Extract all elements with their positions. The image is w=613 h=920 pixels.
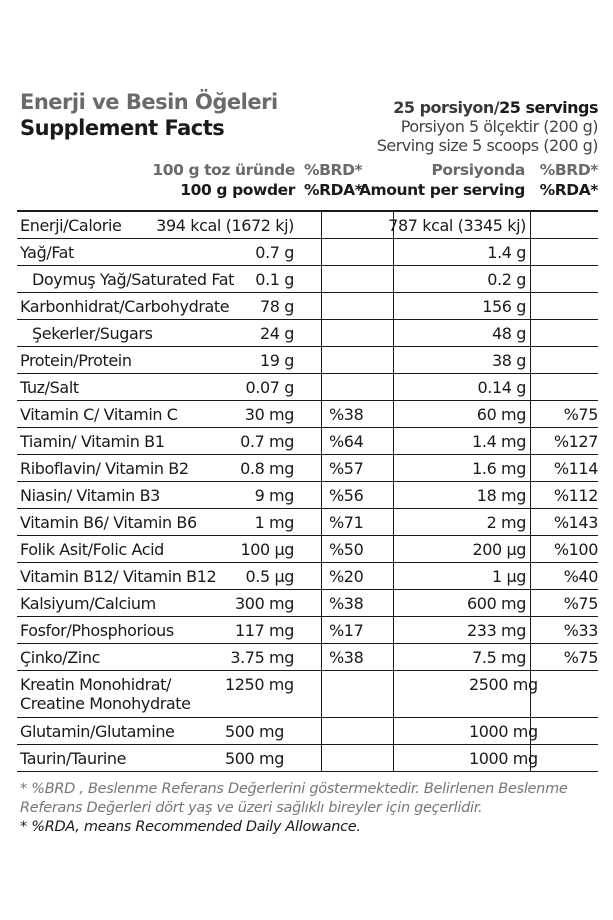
table-row <box>17 590 598 617</box>
nutrient-name: Vitamin B6/ Vitamin B6 <box>20 513 197 532</box>
column-divider <box>393 536 394 562</box>
value-per-serving: 0.14 g <box>477 378 526 397</box>
servings-tr: 25 porsiyon/ <box>393 98 500 117</box>
rda-per-serving: %127 <box>553 432 598 451</box>
value-per-100g: 117 mg <box>235 621 294 640</box>
column-divider <box>393 482 394 508</box>
table-row <box>17 266 598 293</box>
value-per-serving: 787 kcal (3345 kj) <box>388 216 526 235</box>
column-divider <box>530 266 531 292</box>
nutrient-name: Kreatin Monohidrat/ Creatine Monohydrate <box>20 675 191 713</box>
rda-per-serving: %33 <box>563 621 598 640</box>
column-divider <box>530 590 531 616</box>
value-per-serving: 1.4 g <box>487 243 526 262</box>
value-per-serving: 18 mg <box>476 486 526 505</box>
nutrient-name: Karbonhidrat/Carbohydrate <box>20 297 230 316</box>
value-per-100g: 500 mg <box>225 722 284 741</box>
value-per-100g: 500 mg <box>225 749 284 768</box>
column-divider <box>530 212 531 238</box>
column-divider <box>321 563 322 589</box>
rda-per-100g: %20 <box>329 567 364 586</box>
column-divider <box>530 455 531 481</box>
rda-per-serving: %75 <box>563 594 598 613</box>
value-per-serving: 1.4 mg <box>472 432 526 451</box>
column-divider <box>393 617 394 643</box>
value-per-serving: 1000 mg <box>469 749 538 768</box>
column-divider <box>321 718 322 744</box>
column-divider <box>321 401 322 427</box>
value-per-serving: 1.6 mg <box>472 459 526 478</box>
column-divider <box>393 563 394 589</box>
column-divider <box>321 293 322 319</box>
column-divider <box>393 718 394 744</box>
value-per-serving: 233 mg <box>467 621 526 640</box>
value-per-serving: 60 mg <box>476 405 526 424</box>
rda-per-100g: %64 <box>329 432 364 451</box>
column-divider <box>393 428 394 454</box>
value-per-100g: 300 mg <box>235 594 294 613</box>
table-row <box>17 617 598 644</box>
nutrient-name: Vitamin B12/ Vitamin B12 <box>20 567 217 586</box>
column-divider <box>530 617 531 643</box>
value-per-100g: 30 mg <box>244 405 294 424</box>
column-header-per-100g <box>152 160 295 200</box>
value-per-serving: 7.5 mg <box>472 648 526 667</box>
value-per-100g: 100 µg <box>240 540 294 559</box>
nutrient-name: Şekerler/Sugars <box>32 324 153 343</box>
column-divider <box>530 401 531 427</box>
serving-label-en: Amount per serving <box>358 181 525 199</box>
serving-label-tr: Porsiyonda <box>431 161 525 179</box>
title-turkish: Enerji ve Besin Öğeleri <box>20 90 278 114</box>
nutrient-name: Fosfor/Phosphorious <box>20 621 174 640</box>
column-divider <box>393 644 394 670</box>
title-english: Supplement Facts <box>20 116 225 140</box>
column-divider <box>530 644 531 670</box>
table-row <box>17 644 598 671</box>
column-divider <box>530 482 531 508</box>
column-divider <box>393 745 394 771</box>
nutrition-table <box>17 210 598 772</box>
value-per-100g: 1 mg <box>254 513 294 532</box>
nutrient-name: Çinko/Zinc <box>20 648 100 667</box>
column-divider <box>321 590 322 616</box>
rda-per-serving: %75 <box>563 405 598 424</box>
column-divider <box>530 428 531 454</box>
nutrient-name: Glutamin/Glutamine <box>20 722 175 741</box>
nutrient-name: Tuz/Salt <box>20 378 79 397</box>
table-row <box>17 428 598 455</box>
rda-per-100g: %71 <box>329 513 364 532</box>
value-per-100g: 78 g <box>259 297 294 316</box>
nutrient-name: Protein/Protein <box>20 351 132 370</box>
column-divider <box>393 239 394 265</box>
value-per-serving: 1 µg <box>491 567 526 586</box>
rda-per-100g: %17 <box>329 621 364 640</box>
column-divider <box>530 320 531 346</box>
rda-per-serving: %112 <box>553 486 598 505</box>
value-per-serving: 38 g <box>491 351 526 370</box>
column-divider <box>530 293 531 319</box>
column-divider <box>393 509 394 535</box>
per100-label-tr: 100 g toz üründe <box>152 161 295 179</box>
column-divider <box>321 536 322 562</box>
column-divider <box>393 590 394 616</box>
value-per-100g: 0.07 g <box>245 378 294 397</box>
column-divider <box>393 671 394 717</box>
nutrient-name: Kalsiyum/Calcium <box>20 594 156 613</box>
column-divider <box>321 347 322 373</box>
nutrient-name: Folik Asit/Folic Acid <box>20 540 164 559</box>
rda2-label-tr: %BRD* <box>539 161 598 179</box>
value-per-serving: 200 µg <box>472 540 526 559</box>
nutrient-name: Taurin/Taurine <box>20 749 127 768</box>
column-divider <box>393 455 394 481</box>
table-row <box>17 745 598 771</box>
rda-per-100g: %56 <box>329 486 364 505</box>
column-divider <box>393 347 394 373</box>
value-per-100g: 0.7 g <box>255 243 294 262</box>
table-row <box>17 347 598 374</box>
table-row <box>17 320 598 347</box>
serving-info <box>377 98 598 155</box>
table-row <box>17 718 598 745</box>
per100-label-en: 100 g powder <box>180 181 295 199</box>
column-divider <box>530 374 531 400</box>
rda-per-100g: %50 <box>329 540 364 559</box>
rda-per-serving: %40 <box>563 567 598 586</box>
rda1-label-tr: %BRD* <box>304 161 363 179</box>
value-per-100g: 0.5 µg <box>245 567 294 586</box>
column-divider <box>321 239 322 265</box>
table-row <box>17 212 598 239</box>
value-per-serving: 156 g <box>482 297 526 316</box>
serving-size-en: Serving size 5 scoops (200 g) <box>376 136 598 155</box>
nutrient-name: Vitamin C/ Vitamin C <box>20 405 178 424</box>
column-divider <box>321 455 322 481</box>
value-per-serving: 2500 mg <box>469 675 538 694</box>
value-per-100g: 394 kcal (1672 kj) <box>156 216 294 235</box>
value-per-100g: 0.8 mg <box>240 459 294 478</box>
rda-per-serving: %143 <box>553 513 598 532</box>
footnote-brd: * %BRD , Beslenme Referans Değerlerini göstermektedir. Belirlenen Beslenme Referans Değerleri dört yaş ve üzeri sağlıklı bireyler için geçerlidir. <box>20 781 568 816</box>
table-row <box>17 401 598 428</box>
serving-size-tr: Porsiyon 5 ölçektir (200 g) <box>400 117 598 136</box>
column-divider <box>321 617 322 643</box>
value-per-serving: 600 mg <box>467 594 526 613</box>
nutrient-name: Enerji/Calorie <box>20 216 122 235</box>
servings-en: 25 servings <box>499 98 598 117</box>
column-divider <box>321 671 322 717</box>
column-divider <box>321 266 322 292</box>
value-per-100g: 0.7 mg <box>240 432 294 451</box>
table-row <box>17 455 598 482</box>
footnotes <box>20 780 600 837</box>
column-divider <box>393 293 394 319</box>
rda-per-100g: %38 <box>329 594 364 613</box>
column-divider <box>393 401 394 427</box>
table-row <box>17 563 598 590</box>
column-divider <box>321 212 322 238</box>
value-per-100g: 3.75 mg <box>230 648 294 667</box>
column-divider <box>530 509 531 535</box>
rda-per-serving: %100 <box>553 540 598 559</box>
rda2-label-en: %RDA* <box>539 181 598 199</box>
nutrient-name: Riboflavin/ Vitamin B2 <box>20 459 189 478</box>
table-row <box>17 239 598 266</box>
value-per-100g: 1250 mg <box>225 675 294 694</box>
column-divider <box>321 374 322 400</box>
column-header-rda-100g <box>304 160 362 200</box>
column-divider <box>530 563 531 589</box>
nutrient-name: Tiamin/ Vitamin B1 <box>20 432 165 451</box>
column-divider <box>321 509 322 535</box>
servings-count <box>377 98 598 117</box>
rda-per-100g: %38 <box>329 405 364 424</box>
value-per-100g: 0.1 g <box>255 270 294 289</box>
column-divider <box>321 644 322 670</box>
rda-per-100g: %57 <box>329 459 364 478</box>
column-divider <box>530 239 531 265</box>
column-divider <box>530 536 531 562</box>
value-per-serving: 0.2 g <box>487 270 526 289</box>
table-row <box>17 293 598 320</box>
column-header-per-serving <box>359 160 525 200</box>
column-divider <box>393 320 394 346</box>
column-divider <box>321 745 322 771</box>
rda-per-serving: %114 <box>553 459 598 478</box>
value-per-100g: 9 mg <box>254 486 294 505</box>
nutrient-name: Yağ/Fat <box>20 243 74 262</box>
value-per-serving: 1000 mg <box>469 722 538 741</box>
footnote-rda: * %RDA, means Recommended Daily Allowance. <box>20 819 361 835</box>
column-divider <box>321 320 322 346</box>
value-per-serving: 2 mg <box>486 513 526 532</box>
nutrient-name: Niasin/ Vitamin B3 <box>20 486 160 505</box>
column-header-rda-serving <box>540 160 598 200</box>
column-divider <box>321 428 322 454</box>
value-per-100g: 19 g <box>259 351 294 370</box>
table-row <box>17 536 598 563</box>
column-divider <box>321 482 322 508</box>
table-row <box>17 509 598 536</box>
value-per-serving: 48 g <box>491 324 526 343</box>
column-divider <box>393 266 394 292</box>
table-row <box>17 374 598 401</box>
table-row <box>17 482 598 509</box>
rda-per-serving: %75 <box>563 648 598 667</box>
rda1-label-en: %RDA* <box>304 181 363 199</box>
table-row <box>17 671 598 718</box>
column-divider <box>530 347 531 373</box>
value-per-100g: 24 g <box>259 324 294 343</box>
nutrient-name: Doymuş Yağ/Saturated Fat <box>32 270 234 289</box>
rda-per-100g: %38 <box>329 648 364 667</box>
column-divider <box>393 374 394 400</box>
